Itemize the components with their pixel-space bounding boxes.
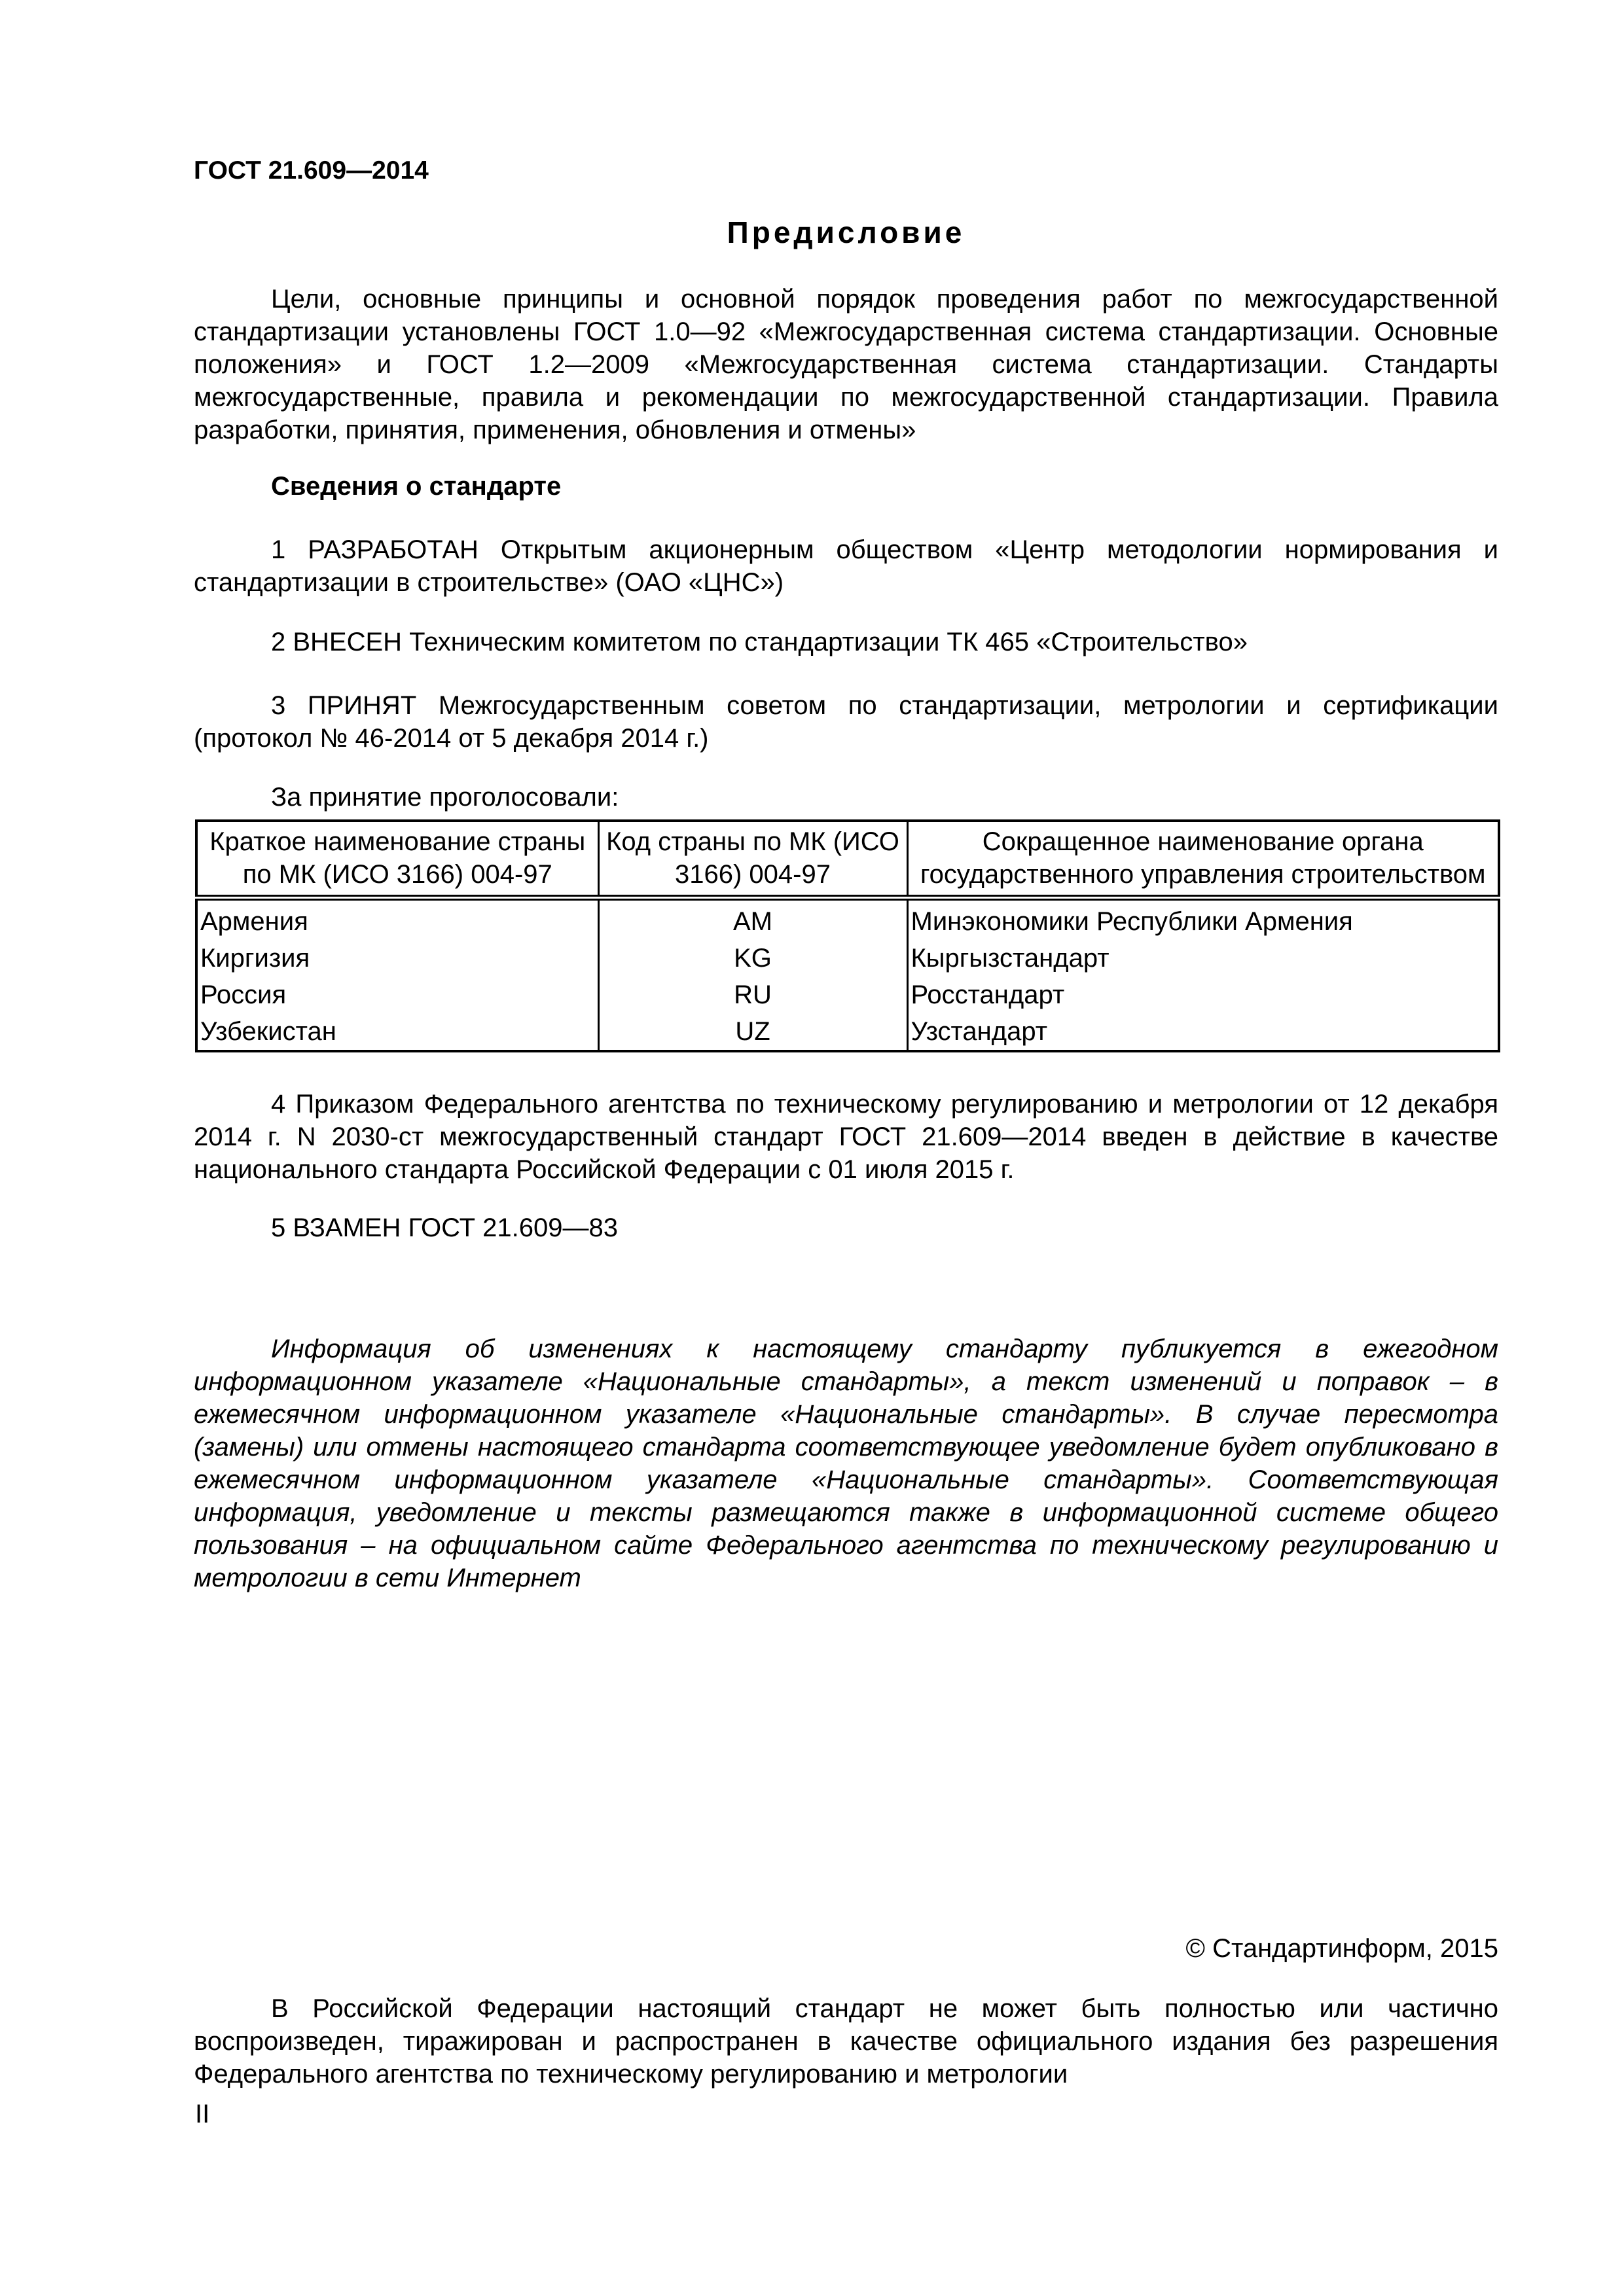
- item-replaces: 5 ВЗАМЕН ГОСТ 21.609—83: [271, 1213, 619, 1242]
- voted-label: За принятие проголосовали:: [271, 783, 619, 812]
- authority-cell: Узстандарт: [907, 1013, 1499, 1051]
- header-authority: Сокращенное наименование органа государственного управления строительством: [907, 821, 1499, 898]
- page-number: II: [195, 2100, 210, 2128]
- table-row: [196, 1013, 1499, 1051]
- table-row: [196, 898, 1499, 941]
- code-cell: AM: [598, 898, 907, 941]
- header-code: Код страны по МК (ИСО 3166) 004-97: [598, 821, 907, 898]
- item-enacted: 4 Приказом Федерального агентства по техническому регулированию и метрологии от 12 декабря 2014 г. N 2030-ст межгосударственный стандарт ГОСТ 21.609—2014 введен в действие в качестве национального стандарта Российской Федерации с 01 июля 2015 г.: [194, 1090, 1498, 1184]
- table-row: [196, 977, 1499, 1013]
- changes-info-paragraph: Информация об изменениях к настоящему стандарту публикуется в ежегодном информационном указателе «Национальные стандарты», а текст изменений и поправок – в ежемесячном информационном указателе «Национальные стандарты». В случае пересмотра (замены) или отмены настоящего стандарта соответствующее уведомление будет опубликовано в ежемесячном информационном указателе «Национальные стандарты». Соответствующая информация, уведомление и тексты размещаются также в информационной системе общего пользования – на официальном сайте Федерального агентства по техническому регулированию и метрологии в сети Интернет: [194, 1335, 1498, 1592]
- item-developed: 1 РАЗРАБОТАН Открытым акционерным обществом «Центр методологии нормирования и стандартизации в строительстве» (ОАО «ЦНС»): [194, 535, 1498, 597]
- standard-code: ГОСТ 21.609—2014: [194, 156, 429, 185]
- country-cell: Армения: [196, 898, 598, 941]
- reproduction-notice: В Российской Федерации настоящий стандарт не может быть полностью или частично воспроизведен, тиражирован и распространен в качестве официального издания без разрешения Федерального агентства по техническому регулированию и метрологии: [194, 1994, 1498, 2089]
- country-cell: Узбекистан: [196, 1013, 598, 1051]
- copyright: © Стандартинформ, 2015: [1185, 1934, 1498, 1963]
- authority-cell: Минэкономики Республики Армения: [907, 898, 1499, 941]
- code-cell: RU: [598, 977, 907, 1013]
- info-heading: Сведения о стандарте: [271, 472, 562, 501]
- item-adopted: 3 ПРИНЯТ Межгосударственным советом по стандартизации, метрологии и сертификации (протокол № 46-2014 от 5 декабря 2014 г.): [194, 691, 1498, 753]
- table-row: [196, 940, 1499, 977]
- code-cell: KG: [598, 940, 907, 977]
- code-cell: UZ: [598, 1013, 907, 1051]
- page-title: Предисловие: [727, 215, 965, 249]
- table-header-row: [196, 821, 1499, 898]
- header-country: Краткое наименование страны по МК (ИСО 3166) 004-97: [196, 821, 598, 898]
- voted-countries-table: [195, 819, 1500, 1052]
- country-cell: Киргизия: [196, 940, 598, 977]
- intro-paragraph: Цели, основные принципы и основной порядок проведения работ по межгосударственной стандартизации установлены ГОСТ 1.0—92 «Межгосударственная система стандартизации. Основные положения» и ГОСТ 1.2—2009 «Межгосударственная система стандартизации. Стандарты межгосударственные, правила и рекомендации по межгосударственной стандартизации. Правила разработки, принятия, применения, обновления и отмены»: [194, 285, 1498, 444]
- authority-cell: Росстандарт: [907, 977, 1499, 1013]
- country-cell: Россия: [196, 977, 598, 1013]
- authority-cell: Кыргызстандарт: [907, 940, 1499, 977]
- item-submitted: 2 ВНЕСЕН Техническим комитетом по стандартизации ТК 465 «Строительство»: [271, 628, 1248, 656]
